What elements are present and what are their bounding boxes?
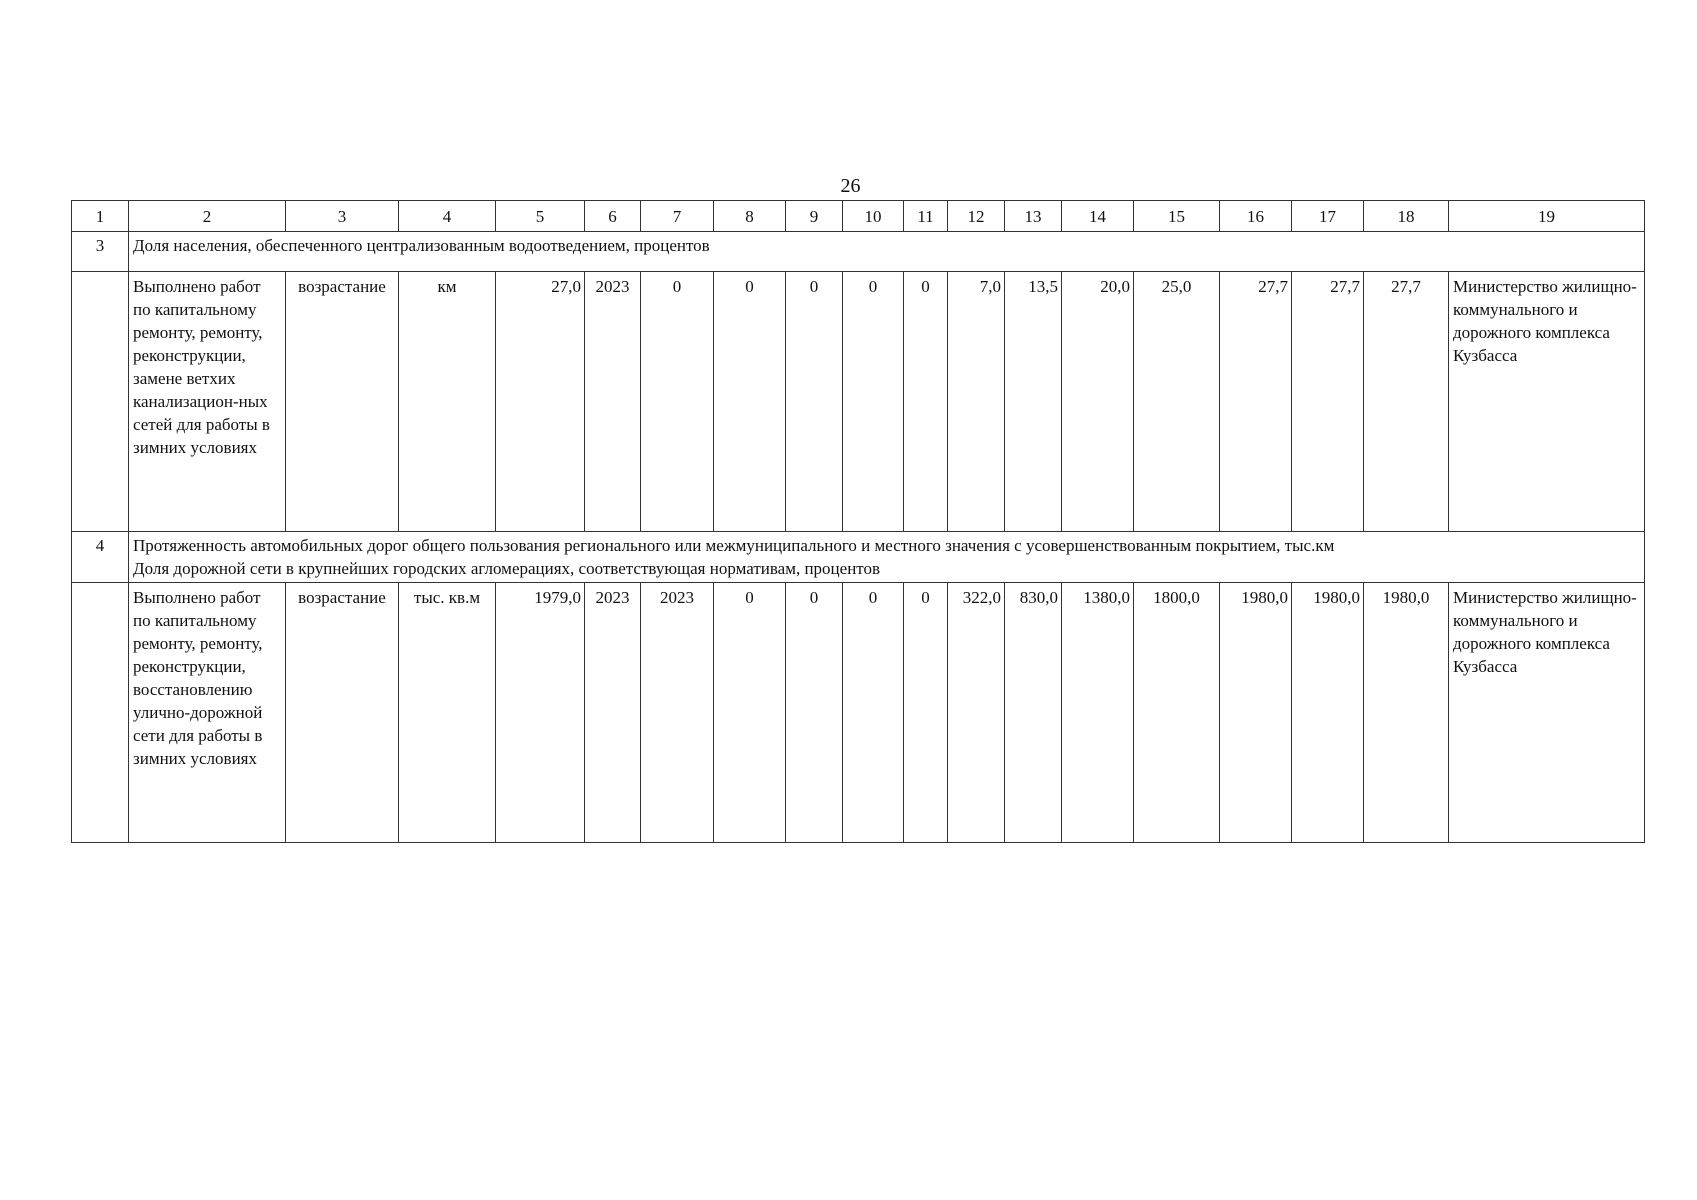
header-cell: 17: [1292, 201, 1364, 232]
value-cell: 1980,0: [1364, 583, 1449, 843]
value-cell: 7,0: [948, 272, 1005, 532]
indicator-name: Выполнено работ по капитальному ремонту, ремонту, реконструкции, замене ветхих канализацион-ных сетей для работы в зимних условиях: [129, 272, 286, 532]
header-cell: 16: [1220, 201, 1292, 232]
value-cell: 27,7: [1220, 272, 1292, 532]
section-title-line: Доля дорожной сети в крупнейших городских агломерациях, соответствующая нормативам, процентов: [133, 559, 881, 578]
header-cell: 13: [1005, 201, 1062, 232]
value-cell: 2023: [585, 272, 641, 532]
trend-cell: возрастание: [286, 583, 399, 843]
value-cell: 0: [843, 272, 904, 532]
value-cell: 0: [714, 272, 786, 532]
responsible-cell: Министерство жилищно-коммунального и дорожного комплекса Кузбасса: [1449, 583, 1645, 843]
unit-cell: тыс. кв.м: [399, 583, 496, 843]
value-cell: 27,7: [1292, 272, 1364, 532]
section-row: [72, 532, 1645, 583]
section-title-line: Протяженность автомобильных дорог общего пользования регионального или межмуниципального и местного значения с усовершенствованным покрытием, тыс.км: [133, 536, 1335, 555]
table-row: [72, 272, 1645, 532]
header-cell: 7: [641, 201, 714, 232]
table-cell-empty: [72, 272, 129, 532]
header-cell: 8: [714, 201, 786, 232]
table-cell-empty: [72, 583, 129, 843]
header-cell: 3: [286, 201, 399, 232]
indicator-name: Выполнено работ по капитальному ремонту, ремонту, реконструкции, восстановлению улично-дорожной сети для работы в зимних условиях: [129, 583, 286, 843]
value-cell: 0: [786, 272, 843, 532]
header-cell: 1: [72, 201, 129, 232]
value-cell: 0: [904, 583, 948, 843]
section-title-line: Доля населения, обеспеченного централизованным водоотведением, процентов: [133, 236, 710, 255]
value-cell: 2023: [585, 583, 641, 843]
header-cell: 11: [904, 201, 948, 232]
value-cell: 2023: [641, 583, 714, 843]
header-cell: 18: [1364, 201, 1449, 232]
value-cell: 1380,0: [1062, 583, 1134, 843]
table-row: [72, 583, 1645, 843]
value-cell: 830,0: [1005, 583, 1062, 843]
value-cell: 0: [786, 583, 843, 843]
header-cell: 9: [786, 201, 843, 232]
section-title: [129, 232, 1645, 272]
value-cell: 1800,0: [1134, 583, 1220, 843]
header-cell: 10: [843, 201, 904, 232]
section-title: [129, 532, 1645, 583]
header-cell: 12: [948, 201, 1005, 232]
value-cell: 0: [904, 272, 948, 532]
value-cell: 20,0: [1062, 272, 1134, 532]
section-number: 4: [72, 532, 129, 583]
value-cell: 0: [641, 272, 714, 532]
header-cell: 14: [1062, 201, 1134, 232]
table-header-row: [72, 201, 1645, 232]
indicators-table: [71, 200, 1645, 843]
value-cell: 322,0: [948, 583, 1005, 843]
unit-cell: км: [399, 272, 496, 532]
header-cell: 15: [1134, 201, 1220, 232]
responsible-cell: Министерство жилищно-коммунального и дорожного комплекса Кузбасса: [1449, 272, 1645, 532]
section-number: 3: [72, 232, 129, 272]
header-cell: 4: [399, 201, 496, 232]
trend-cell: возрастание: [286, 272, 399, 532]
value-cell: 13,5: [1005, 272, 1062, 532]
value-cell: 0: [843, 583, 904, 843]
header-cell: 19: [1449, 201, 1645, 232]
value-cell: 1980,0: [1220, 583, 1292, 843]
value-cell: 0: [714, 583, 786, 843]
page-number: 26: [840, 175, 861, 197]
value-cell: 27,7: [1364, 272, 1449, 532]
header-cell: 6: [585, 201, 641, 232]
value-cell: 25,0: [1134, 272, 1220, 532]
value-cell: 1979,0: [496, 583, 585, 843]
header-cell: 5: [496, 201, 585, 232]
value-cell: 1980,0: [1292, 583, 1364, 843]
header-cell: 2: [129, 201, 286, 232]
value-cell: 27,0: [496, 272, 585, 532]
section-row: [72, 232, 1645, 272]
